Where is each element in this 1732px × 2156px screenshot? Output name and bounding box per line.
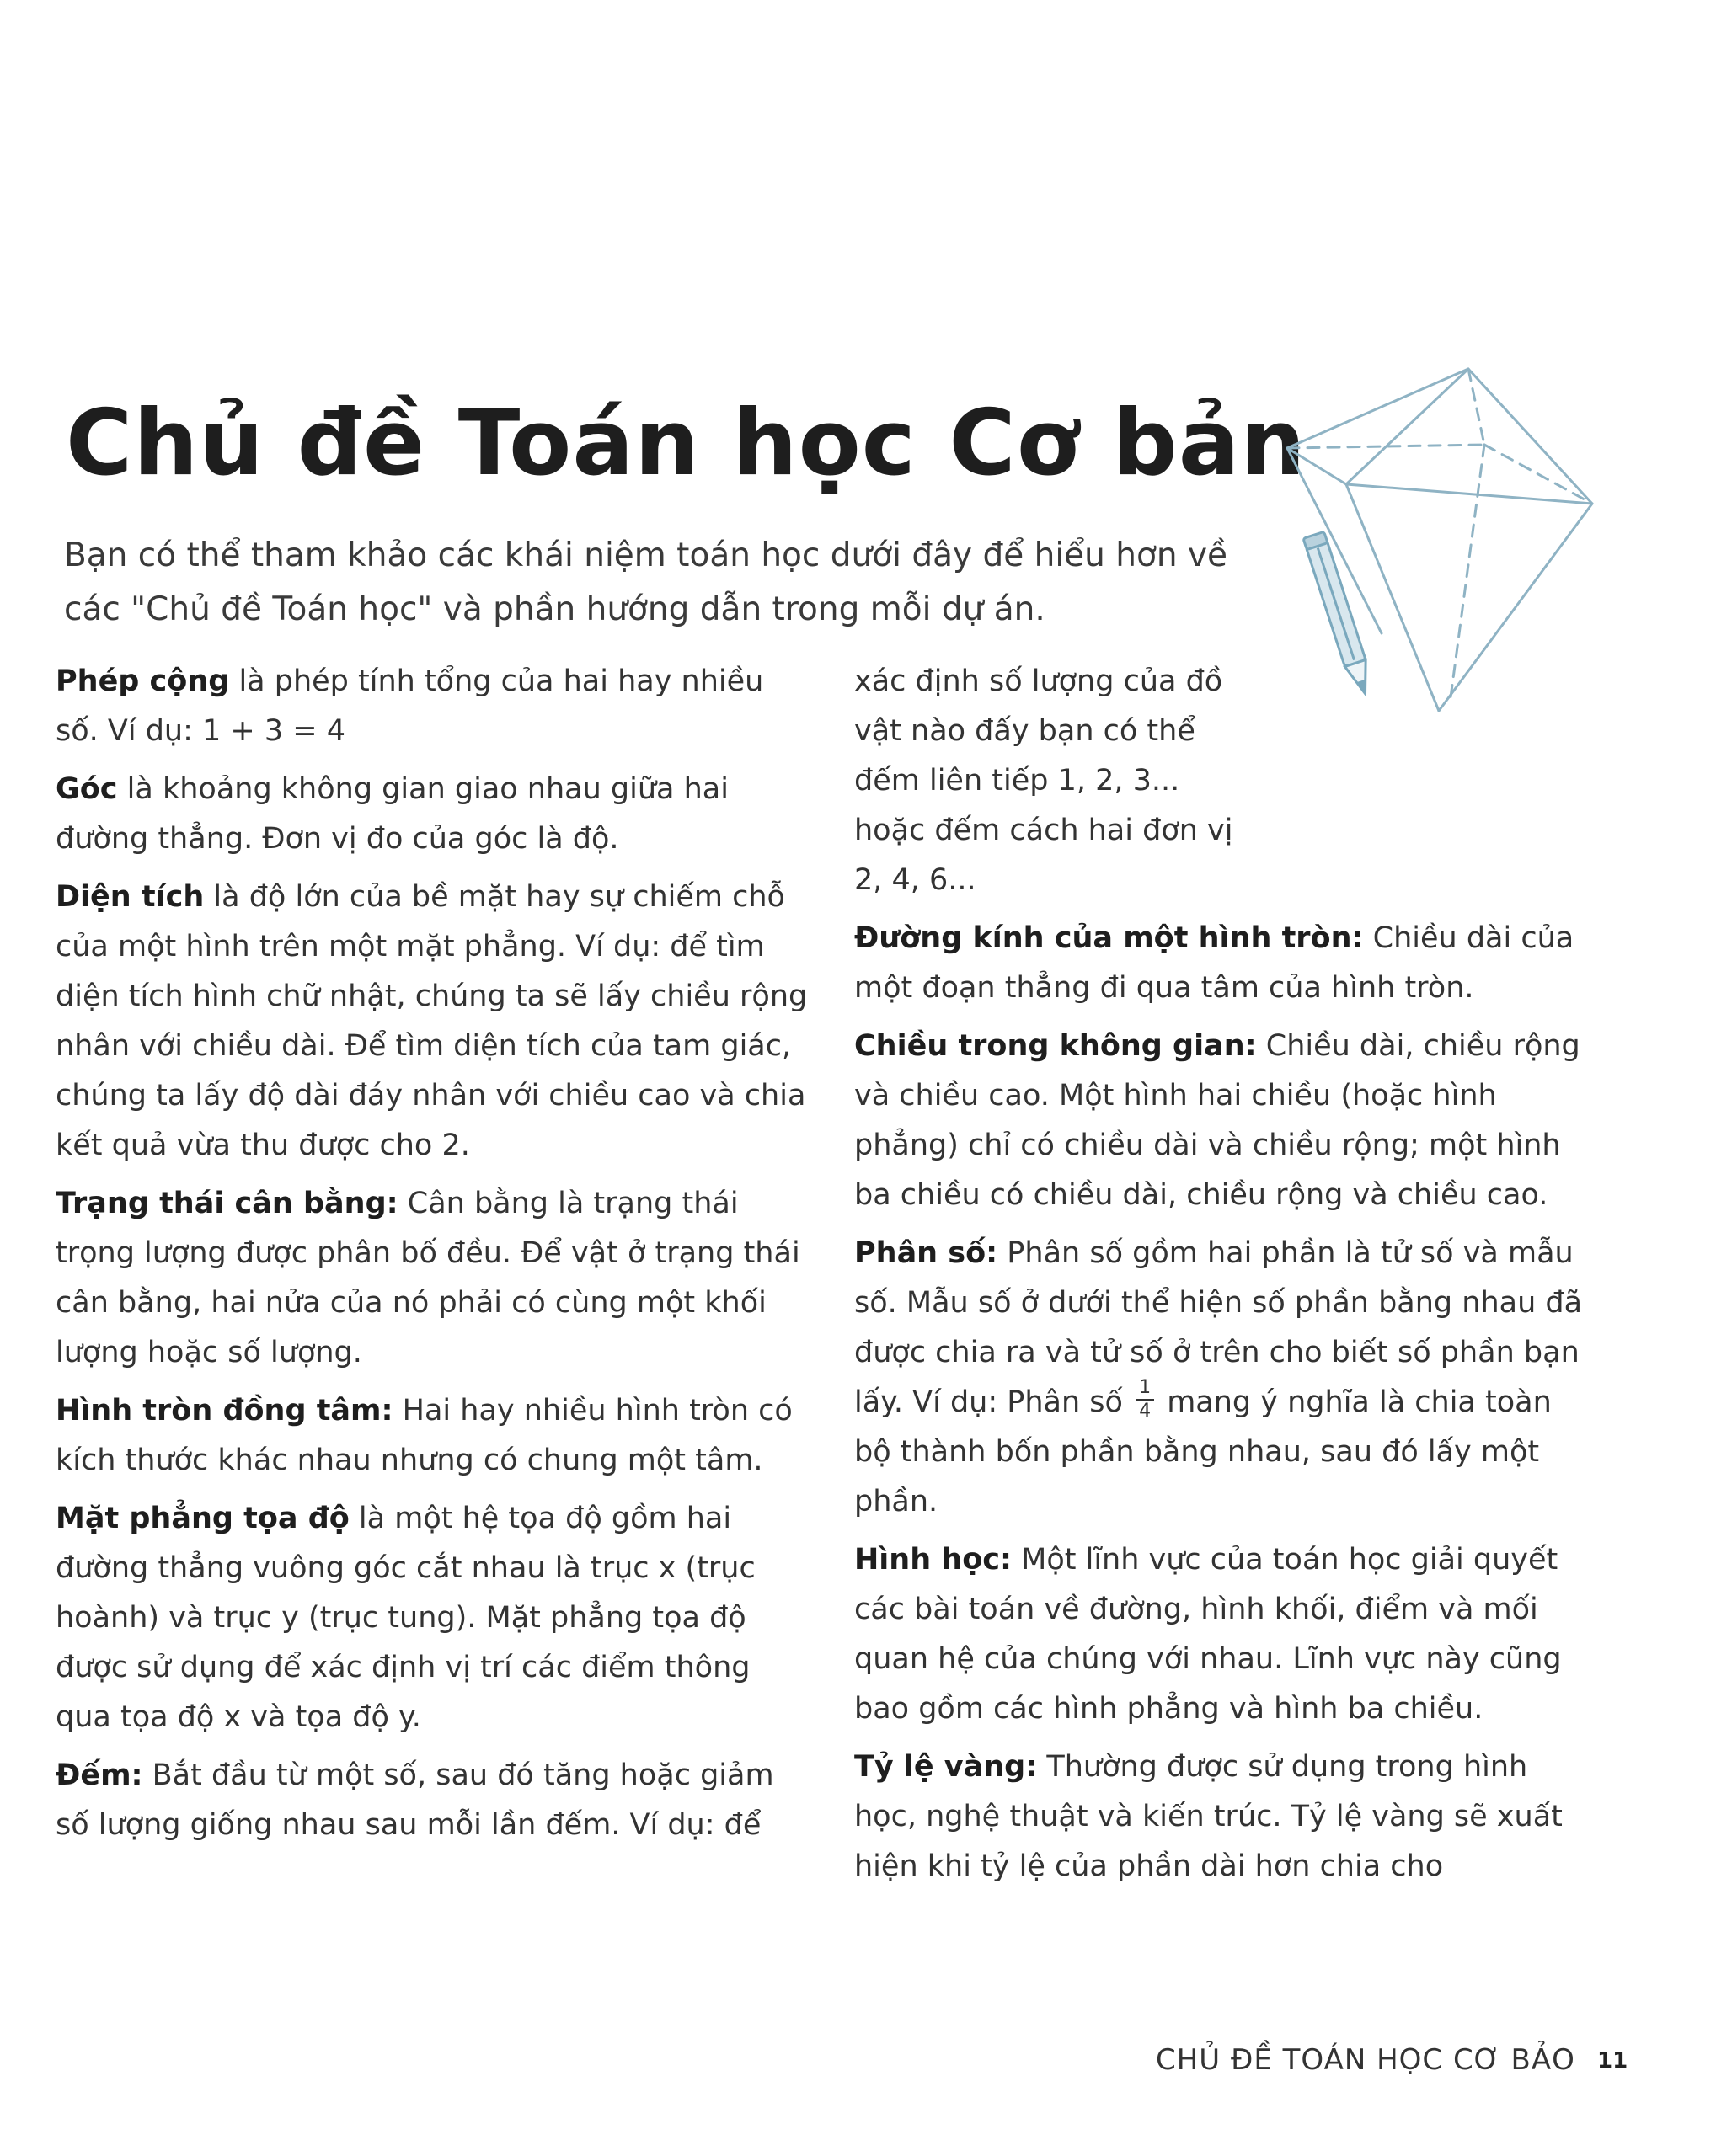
glossary-entry [56, 1751, 814, 1850]
glossary-entry [56, 1494, 814, 1742]
glossary-term: Chiều trong không gian: [854, 1029, 1257, 1063]
left-column [56, 657, 814, 1859]
fraction-numerator: 1 [1136, 1377, 1154, 1401]
glossary-definition: Phân số gồm hai phần là tử số và mẫu số. Mẫu số ở dưới thể hiện số phần bằng nhau đã được chia ra và tử số ở trên cho biết số phần bạn lấy. Ví dụ: Phân số [854, 1236, 1583, 1419]
glossary-term: Diện tích [56, 880, 205, 914]
glossary-definition: là phép tính tổng của hai hay nhiều số. Ví dụ: 1 + 3 = 4 [56, 664, 764, 748]
glossary-term: Hình tròn đồng tâm: [56, 1394, 393, 1428]
glossary-term: Đường kính của một hình tròn: [854, 921, 1364, 955]
glossary-entry [854, 914, 1596, 1013]
glossary-term: Góc [56, 772, 118, 806]
glossary-definition: là khoảng không gian giao nhau giữa hai đường thẳng. Đơn vị đo của góc là độ. [56, 772, 729, 856]
glossary-term: Tỷ lệ vàng: [854, 1750, 1038, 1784]
glossary-term: Hình học: [854, 1543, 1013, 1577]
glossary-definition: là một hệ tọa độ gồm hai đường thẳng vuông góc cắt nhau là trục x (trục hoành) và trục y (trục tung). Mặt phẳng tọa độ được sử dụng để xác định vị trí các điểm thông qua tọa độ x và tọa độ y. [56, 1502, 756, 1734]
glossary-definition: Cân bằng là trạng thái trọng lượng được phân bố đều. Để vật ở trạng thái cân bằng, hai nửa của nó phải có cùng một khối lượng hoặc số lượng. [56, 1187, 800, 1369]
glossary-definition: Thường được sử dụng trong hình học, nghệ thuật và kiến trúc. Tỷ lệ vàng sẽ xuất hiện khi tỷ lệ của phần dài hơn chia cho [854, 1750, 1563, 1883]
glossary-entry [56, 873, 814, 1171]
glossary-term: Trạng thái cân bằng: [56, 1187, 398, 1220]
glossary-definition: là độ lớn của bề mặt hay sự chiếm chỗ của một hình trên một mặt phẳng. Ví dụ: để tìm diện tích hình chữ nhật, chúng ta sẽ lấy chiều rộng nhân với chiều dài. Để tìm diện tích của tam giác, chúng ta lấy độ dài đáy nhân với chiều cao và chia kết quả vừa thu được cho 2. [56, 880, 808, 1162]
page-title: Chủ đề Toán học Cơ bản [66, 391, 1307, 496]
intro-paragraph: Bạn có thể tham khảo các khái niệm toán học dưới đây để hiểu hơn về các "Chủ đề Toán học" và phần hướng dẫn trong mỗi dự án. [64, 536, 1228, 628]
page-number: 11 [1597, 2048, 1628, 2073]
glossary-entry [56, 765, 814, 864]
glossary-definition: Hai hay nhiều hình tròn có kích thước khác nhau nhưng có chung một tâm. [56, 1394, 793, 1477]
glossary-term: Mặt phẳng tọa độ [56, 1502, 350, 1535]
glossary-continuation: xác định số lượng của đồ vật nào đấy bạn có thể đếm liên tiếp 1, 2, 3... hoặc đếm cách hai đơn vị 2, 4, 6... [854, 664, 1233, 897]
glossary-definition: Chiều dài của một đoạn thẳng đi qua tâm của hình tròn. [854, 921, 1574, 1005]
glossary-term: Đếm: [56, 1758, 143, 1792]
glossary-term: Phép cộng [56, 664, 230, 698]
glossary-entry [56, 657, 814, 756]
glossary-definition: Một lĩnh vực của toán học giải quyết các bài toán về đường, hình khối, điểm và mối quan hệ của chúng với nhau. Lĩnh vực này cũng bao gồm các hình phẳng và hình ba chiều. [854, 1543, 1562, 1726]
fraction [1136, 1377, 1154, 1422]
right-column [854, 657, 1596, 1900]
glossary-entry [854, 1022, 1596, 1220]
glossary-definition: Chiều dài, chiều rộng và chiều cao. Một hình hai chiều (hoặc hình phẳng) chỉ có chiều dài và chiều rộng; một hình ba chiều có chiều dài, chiều rộng và chiều cao. [854, 1029, 1580, 1212]
glossary-entry [854, 1535, 1596, 1734]
fraction-denominator: 4 [1139, 1401, 1152, 1422]
glossary-entry [56, 1386, 814, 1486]
running-footer: CHỦ ĐỀ TOÁN HỌC CƠ BẢO [1156, 2043, 1575, 2077]
glossary-definition: Bắt đầu từ một số, sau đó tăng hoặc giảm số lượng giống nhau sau mỗi lần đếm. Ví dụ: để [56, 1758, 774, 1842]
glossary-term: Phân số: [854, 1236, 998, 1270]
glossary-entry [56, 1179, 814, 1378]
glossary-definition: mang ý nghĩa là chia toàn bộ thành bốn phần bằng nhau, sau đó lấy một phần. [854, 1385, 1552, 1518]
glossary-entry [854, 1742, 1596, 1892]
glossary-entry [854, 1229, 1596, 1527]
